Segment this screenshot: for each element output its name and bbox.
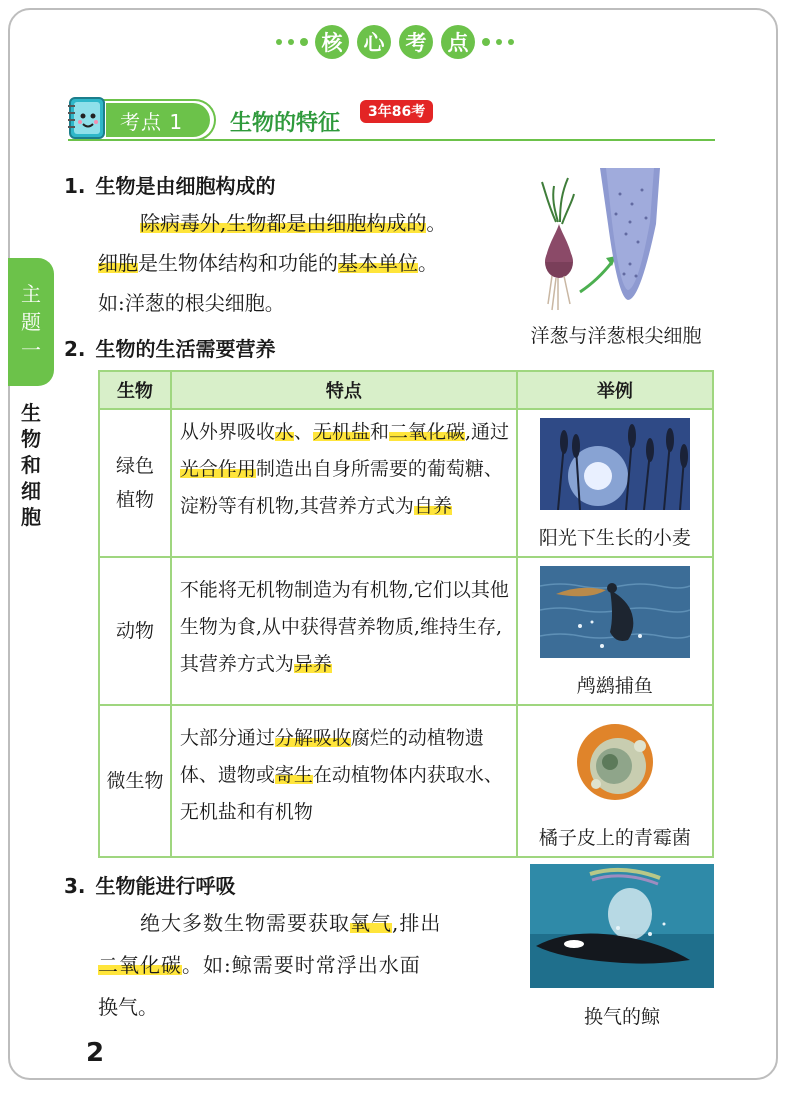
text: 从外界吸收	[179, 421, 275, 443]
example-caption: 阳光下生长的小麦	[538, 527, 691, 549]
moldy-orange-photo	[540, 714, 690, 810]
table-row	[99, 557, 713, 705]
column-header: 生物	[99, 371, 171, 409]
theme-subtitle	[19, 400, 43, 530]
kaodian-title: 生物的特征	[230, 111, 341, 136]
theme-tab-char: 题	[21, 310, 41, 334]
text: 。如:鲸需要时常浮出水面	[182, 953, 421, 977]
highlight: 基本单位	[338, 251, 418, 275]
decor-dot	[508, 39, 514, 45]
decor-dot	[288, 39, 294, 45]
section-3-heading	[64, 870, 236, 899]
table-row	[99, 705, 713, 857]
highlight: 异养	[293, 653, 332, 675]
example-cell	[517, 557, 713, 705]
kaodian-label: 考点 1	[106, 103, 210, 137]
organism-name: 植物	[115, 489, 154, 511]
notebook-icon	[66, 94, 110, 142]
example-caption: 橘子皮上的青霉菌	[538, 827, 691, 849]
header-char: 心	[357, 25, 391, 59]
section-2-heading	[64, 333, 276, 362]
text: 如:洋葱的根尖细胞。	[98, 291, 285, 315]
theme-tab-char: 一	[21, 338, 41, 362]
section-number: 2.	[64, 337, 86, 361]
nutrition-table	[98, 370, 714, 858]
text: 、	[293, 421, 313, 443]
highlight: 寄生	[274, 764, 313, 786]
text: 换气。	[98, 995, 158, 1019]
organism-name: 绿色	[115, 455, 154, 477]
text: 不能将无机物制造为有机物,它们以其他生物为食,从中获得营养物质,维持生存,其营养方式为	[179, 579, 509, 675]
whale-caption: 换气的鲸	[583, 1006, 660, 1028]
header-char: 点	[441, 25, 475, 59]
header-char: 考	[399, 25, 433, 59]
theme-tab-char: 主	[21, 282, 41, 306]
section-1-heading	[64, 170, 276, 199]
whale-photo	[530, 864, 714, 988]
header-char: 核	[315, 25, 349, 59]
highlight: 细胞	[98, 251, 138, 275]
feature-cell	[171, 409, 517, 557]
section-title: 生物的生活需要营养	[95, 337, 276, 361]
table-header-row	[99, 371, 713, 409]
text: 在动植物体内获取水、无机盐和有机物	[179, 764, 503, 823]
theme-subtitle-char: 细	[21, 479, 41, 503]
highlight: 分解吸收	[274, 727, 351, 749]
example-caption: 鸬鹚捕鱼	[576, 675, 653, 697]
section-header	[0, 24, 790, 60]
decor-dot	[276, 39, 282, 45]
decor-dot	[496, 39, 502, 45]
organism-cell: 微生物	[99, 705, 171, 857]
highlight: 自养	[413, 495, 452, 517]
section-title: 生物是由细胞构成的	[95, 174, 276, 198]
page-number: 2	[86, 1038, 105, 1068]
highlight: 无机盐	[312, 421, 370, 443]
section-number: 1.	[64, 174, 86, 198]
feature-cell	[171, 705, 517, 857]
organism-cell	[99, 409, 171, 557]
column-header: 特点	[171, 371, 517, 409]
theme-subtitle-char: 和	[21, 453, 41, 477]
highlight: 水	[274, 421, 294, 443]
text: 是生物体结构和功能的	[138, 251, 338, 275]
theme-subtitle-char: 生	[21, 401, 41, 425]
onion-icon	[542, 178, 574, 310]
text: 。	[418, 251, 438, 275]
text: ,排出	[392, 911, 442, 935]
text: 绝大多数生物需要获取	[140, 911, 350, 935]
section-1-text	[98, 203, 518, 323]
text: 。	[426, 211, 447, 235]
highlight: 二氧化碳	[388, 421, 465, 443]
text: ,通过	[464, 421, 510, 443]
highlight: 氧气	[350, 911, 392, 935]
text: 和	[369, 421, 389, 443]
decor-dot	[482, 38, 490, 46]
theme-tab	[8, 258, 54, 386]
section-3-text	[98, 902, 510, 1028]
onion-caption: 洋葱与洋葱根尖细胞	[530, 325, 702, 347]
section-title: 生物能进行呼吸	[95, 874, 236, 898]
theme-subtitle-char: 胞	[21, 505, 41, 529]
section-number: 3.	[64, 874, 86, 898]
onion-root-image	[528, 164, 668, 314]
highlight: 除病毒外,生物都是由细胞构成的	[140, 211, 427, 235]
text: 腐烂的动植物遗体、遗物或	[179, 727, 484, 786]
theme-subtitle-char: 物	[21, 427, 41, 451]
example-cell	[517, 409, 713, 557]
column-header: 举例	[517, 371, 713, 409]
text: 制造出自身所需要的葡萄糖、淀粉等有机物,其营养方式为	[179, 458, 503, 517]
decor-dot	[300, 38, 308, 46]
example-cell	[517, 705, 713, 857]
exam-frequency-badge: 3年86考	[360, 100, 433, 123]
feature-cell	[171, 557, 517, 705]
wheat-photo	[540, 418, 690, 510]
highlight: 二氧化碳	[98, 953, 182, 977]
organism-cell: 动物	[99, 557, 171, 705]
table-row	[99, 409, 713, 557]
highlight: 光合作用	[179, 458, 256, 480]
text: 大部分通过	[179, 727, 275, 749]
cormorant-photo	[540, 566, 690, 658]
